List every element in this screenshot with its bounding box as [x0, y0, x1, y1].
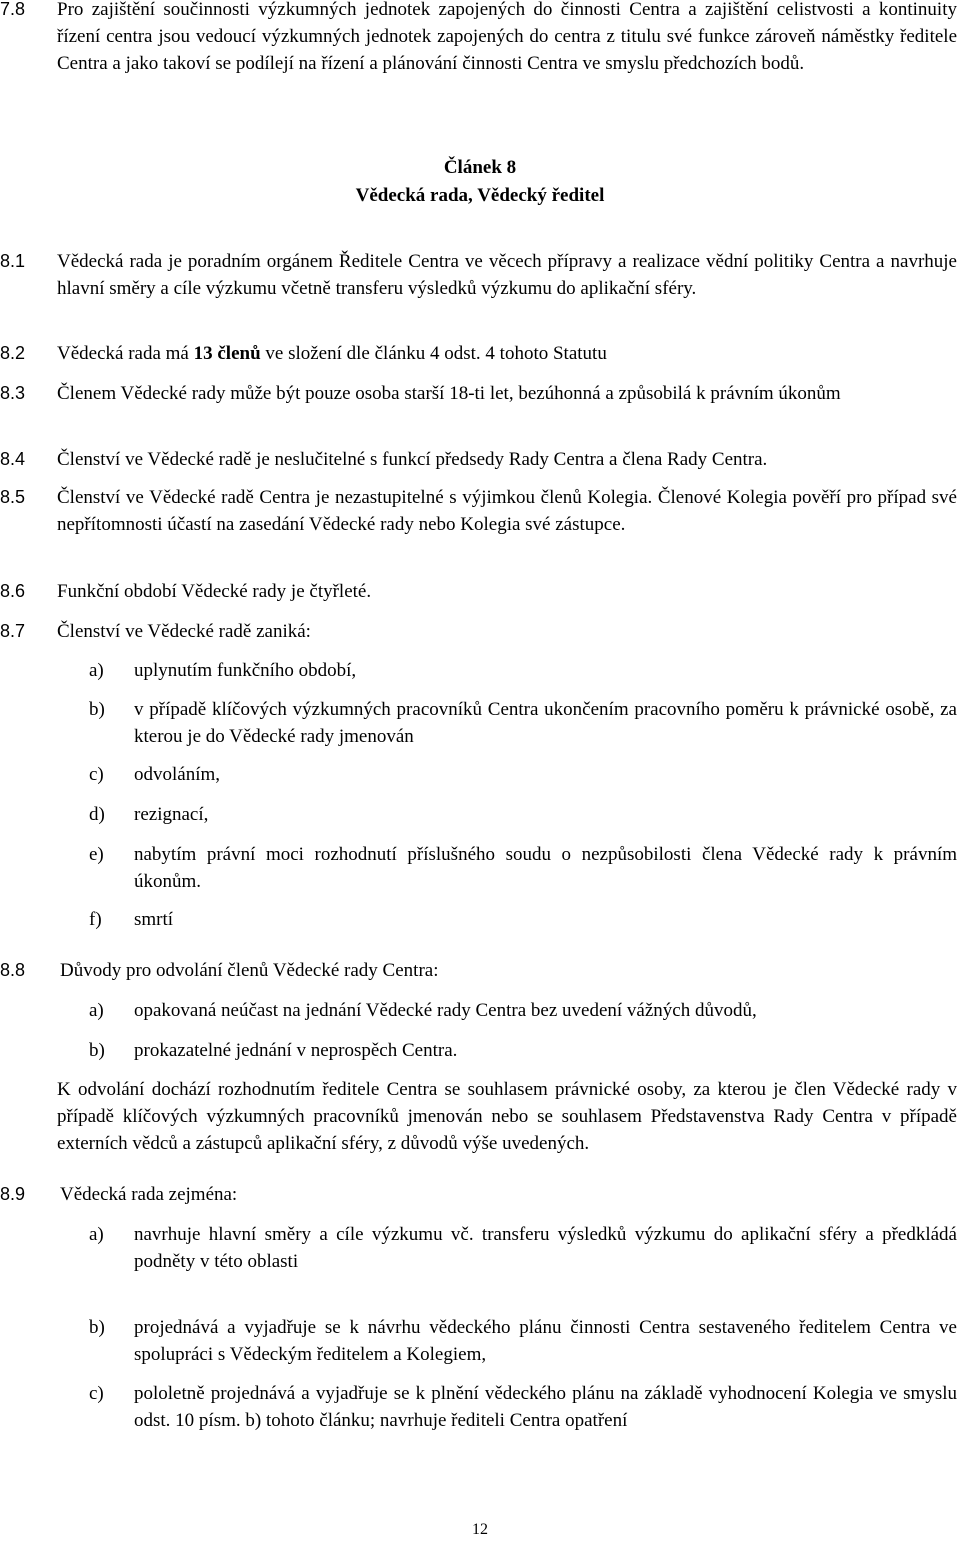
list-item-label: a)	[89, 660, 104, 681]
list-item-text: uplynutím funkčního období,	[134, 660, 357, 681]
list-item-label: d)	[89, 804, 105, 825]
paragraph-8-3	[0, 380, 957, 407]
paragraph-number: 8.7	[0, 621, 26, 641]
paragraph-text: Pro zajištění součinnosti výzkumných jednotek zapojených do činnosti Centra a zajištění celistvosti a kontinuity řízení centra jsou vedoucí výzkumných jednotek zapojených do centra z titulu své funkce zároveň náměstky ředitele Centra a jako takoví se podílejí na řízení a plánování činnosti Centra ve smyslu předchozích bodů.	[57, 0, 957, 74]
paragraph-number: 7.8	[0, 0, 26, 19]
paragraph-number: 8.5	[0, 487, 26, 507]
paragraph-text: Členem Vědecké rady může být pouze osoba starší 18-ti let, bezúhonná a způsobilá k právním úkonům	[57, 383, 841, 404]
list-item-text: navrhuje hlavní směry a cíle výzkumu vč. transferu výsledků výzkumu do aplikační sféry a předkládá podněty v této oblasti	[134, 1224, 957, 1272]
list-item	[89, 761, 957, 788]
list-item-text: smrtí	[134, 909, 174, 930]
paragraph-8-8	[0, 957, 957, 984]
paragraph-8-5	[0, 484, 957, 538]
list-item	[89, 801, 957, 828]
list-item-text: v případě klíčových výzkumných pracovníků Centra ukončením pracovního poměru k právnické osobě, za kterou je do Vědecké rady jmenován	[134, 699, 957, 747]
list-item-text: prokazatelné jednání v neprospěch Centra.	[134, 1040, 458, 1061]
list-item-text: odvoláním,	[134, 764, 221, 785]
list-item-label: f)	[89, 909, 102, 930]
paragraph-number: 8.6	[0, 581, 26, 601]
page-number: 12	[472, 1521, 488, 1538]
paragraph-8-6	[0, 578, 957, 605]
paragraph-number: 8.3	[0, 383, 26, 403]
list-item	[89, 696, 957, 750]
member-count: 13 členů	[193, 343, 261, 364]
closing-paragraph: K odvolání dochází rozhodnutím ředitele Centra se souhlasem právnické osoby, za kterou je člen Vědecké rady v případě klíčových výzkumných pracovníků jmenován nebo se souhlasem Představenstva Rady Centra v případě externích vědců a zástupců aplikační sféry, z důvodů výše uvedených.	[57, 1079, 957, 1154]
text-after: ve složení dle článku 4 odst. 4 tohoto Statutu	[260, 343, 607, 364]
list-item	[89, 1221, 957, 1275]
list-item-label: c)	[89, 764, 104, 785]
list-item	[89, 657, 957, 684]
paragraph-text	[57, 340, 957, 367]
list-item	[89, 841, 957, 895]
list-item-label: b)	[89, 1317, 105, 1338]
text-before: Vědecká rada má	[57, 343, 194, 364]
list-item-label: b)	[89, 1040, 105, 1061]
paragraph-7-8	[0, 0, 957, 77]
paragraph-number: 8.4	[0, 449, 26, 469]
article-subtitle: Vědecká rada, Vědecký ředitel	[355, 185, 605, 206]
paragraph-text: Členství ve Vědecké radě Centra je nezastupitelné s výjimkou členů Kolegia. Členové Kolegia pověří pro případ své nepřítomnosti účastí na zasedání Vědecké rady nebo Kolegia své zástupce.	[57, 487, 957, 535]
list-item-label: c)	[89, 1383, 104, 1404]
paragraph-number: 8.8	[0, 960, 26, 980]
list-item-text: opakovaná neúčast na jednání Vědecké rady Centra bez uvedení vážných důvodů,	[134, 1000, 757, 1021]
paragraph-8-2	[0, 340, 957, 367]
list-item-label: b)	[89, 699, 105, 720]
paragraph-8-9	[0, 1181, 957, 1208]
list-item	[89, 906, 957, 933]
list-item	[89, 997, 957, 1024]
paragraph-number: 8.2	[0, 343, 26, 363]
list-item-text: rezignací,	[134, 804, 209, 825]
paragraph-text: Vědecká rada je poradním orgánem Ředitele Centra ve věcech přípravy a realizace vědní politiky Centra a navrhuje hlavní směry a cíle výzkumu včetně transferu výsledků výzkumu do aplikační sféry.	[57, 251, 957, 299]
paragraph-number: 8.9	[0, 1184, 26, 1204]
list-item-label: a)	[89, 1224, 104, 1245]
list-item	[89, 1380, 957, 1434]
list-item-text: pololetně projednává a vyjadřuje se k plnění vědeckého plánu na základě vyhodnocení Kolegia ve smyslu odst. 10 písm. b) tohoto článku; navrhuje řediteli Centra opatření	[134, 1383, 957, 1431]
paragraph-number: 8.1	[0, 251, 26, 271]
list-item-text: nabytím právní moci rozhodnutí příslušného soudu o nezpůsobilosti člena Vědecké rady k právním úkonům.	[134, 844, 957, 892]
article-title: Článek 8	[443, 157, 517, 178]
paragraph-8-7	[0, 618, 957, 645]
list-item-text: projednává a vyjadřuje se k návrhu vědeckého plánu činnosti Centra sestaveného ředitelem Centra ve spolupráci s Vědeckým ředitelem a Kolegiem,	[134, 1317, 957, 1365]
list-item	[89, 1037, 957, 1064]
paragraph-text: Členství ve Vědecké radě je neslučitelné s funkcí předsedy Rady Centra a člena Rady Centra.	[57, 449, 768, 470]
list-item-label: e)	[89, 844, 104, 865]
paragraph-text: Důvody pro odvolání členů Vědecké rady Centra:	[60, 960, 439, 981]
list-item-label: a)	[89, 1000, 104, 1021]
paragraph-8-1	[0, 248, 957, 302]
paragraph-text: Funkční období Vědecké rady je čtyřleté.	[57, 581, 372, 602]
list-item	[89, 1314, 957, 1368]
paragraph-text: Členství ve Vědecké radě zaniká:	[57, 621, 311, 642]
paragraph-8-4	[0, 446, 957, 473]
paragraph-text: Vědecká rada zejména:	[60, 1184, 238, 1205]
